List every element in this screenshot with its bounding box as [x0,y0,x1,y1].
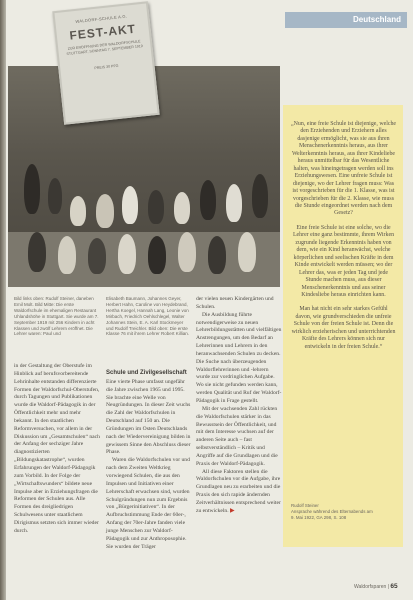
closing-paragraph-text: All diese Faktoren stellen die Waldorfschulen vor die Aufgabe, ihre Grundlagen neu zu erarbeiten und die Praxis den sich rapide ändernden Zeitverhältnissen entsprechend weiter zu entwickeln. [196,468,281,514]
page-spine-shadow [0,0,6,600]
photo-caption-left: Bild links oben: Rudolf Steiner, daneben Emil Molt. Bild Mitte: Die erste Waldorfschule im ehemaligen Restaurant Uhlandshöhe in Stuttgart. Sie wurde am 7. September 1919 mit 256 Kindern in acht Klassen und zwölf Lehrern eröffnet. Die Lehrer waren: Paul und [14,296,99,337]
body-paragraph: in der Gestaltung der Oberstufe im Hinblick auf berufsvorbereitende Lehrinhalte entstanden differenzierte Formen der Waldorfschul-Oberstufen, durch Tagungen und Publikationen wurde die Waldorf-Pädagogik in der Öffentlichkeit mehr und mehr bekannt. In den staatlichen Reformversuchen, vor allem in der Diskussion um „Gesamtschulen“ nach der Anfang der sechziger Jahre diagnostizierten „Bildungskatastrophe“, wurden Erfahrungen der Waldorf-Pädagogik zum Vorbild. In der Folge der „Wirtschaftswunders“ bildete neue Impulse aber in Erziehungsfragen die Reformen der Schulen aus. Alle Formen des dreigliedrigen Schulwesens unter staatlichem Dirigismus setzten sich immer wieder durch. [14,363,100,534]
section-header: Deutschland [285,12,407,28]
poster-publisher: WALDORF-SCHULE A.G. [75,13,128,24]
page-number: 65 [390,583,398,590]
article-column-2 [106,370,193,551]
body-paragraph: Die Ausbildung führte notwendigerweise zu neuen Lehrerbildungsstätten und vielfältigen Anstrengungen, um den Bedarf an Lehrerinnen und Lehrern in den heranwachsenden Schulen zu decken. Die Suche nach überzeugenden Waldorflehrerinnen und -lehrern wurde zur vordringlichen Aufgabe. Wo sie nicht gefunden werden kann, werden Qualität und Ruf der Waldorf-Pädagogik in Frage gestellt. [196,311,282,404]
body-paragraph: der vielen neuen Kindergärten und Schulen. [196,296,274,310]
quote-paragraph: Man hat nicht ein sehr starkes Gefühl davon, wie grundverschieden die unfreie Schule von der freien Schule ist. Denn die wirklich erzieherischen und unterrichtenden Kräfte des Lehrers können sich nur entwickeln in der freien Schule.“ [291,306,396,350]
article-column-3 [196,296,282,516]
photo-caption-right: Elisabeth Baumann, Johannes Geyer, Herbert Hahn, Caroline von Heydebrand, Hertha Koegel, Hannah Lang, Leonie von Mirbach, Friedrich Oehlschlegel, Walter Johannes Stein, E. A. Karl Stockmeyer und Rudolf Treichler. Bild oben: Die erste Klasse 76 mit ihrem Lehrer Robert Killian. [106,296,190,337]
body-paragraph [196,469,282,516]
body-paragraph: Eine vierte Phase umfasst ungefähr die Jahre zwischen 1965 und 1995. Sie brachte eine Welle von Neugründungen. In dieser Zeit wuchs die Zahl der Waldorfschulen in Deutschland auf 150 an. Die Gründungen im Osten Deutschlands nach der Wiedervereinigung bilden in gewissem Sinne den Abschluss dieser Phase. [106,378,191,456]
quote-paragraph: „Nun, eine freie Schule ist diejenige, welche den Erziehenden und Erziehern alles dasjenige ermöglicht, was sie aus ihren Menschenerkenntnis heraus, aus ihrer Welterkenntnis heraus, aus ihrer Kindeliebe heraus unmittelbar für das Wesentliche halten, was hineingetragen werden soll ins Erziehungswesen. Eine unfreie Schule ist diejenige, wo der Lehrer fragen muss: Was ist vorgeschrieben für die 1. Klasse, was ist vorgeschrieben für die 2. Klasse, wie muss die Stunde eingeordnet werden nach dem Gesetz? [291,121,397,217]
poster-subtitle: ZUR ERÖFFNUNG DER WALDORFSCHULE STUTTGART, SONNTAG 7. SEPTEMBER 1919 [66,39,144,57]
body-paragraph: Waren die Waldorfschulen vor und nach dem Zweiten Weltkrieg vorwiegend Schulen, die aus den Impulsen und Initiativen einer Lehrerschaft erwachsen sind, wurden Schulgründungen nun zum Ergebnis von „Bürgerinitiativen“. In der Aufbruchstimmung Ende der 60er-, Anfang der 70er-Jahre fanden viele junge Menschen zur Waldorf-Pädagogik und zur Anthroposophie. Sie wurden der Träger [106,457,190,550]
quote-source: Rudolf Steiner Ansprache während des Elternabends am 9. Mai 1922, GA 298, S. 108 [291,503,373,520]
poster-title: FEST-AKT [68,21,137,43]
festakt-program-cover [52,1,159,124]
body-paragraph: Mit der wachsenden Zahl rückten die Waldorfschulen stärker in das Bewusstsein der Öffentlichkeit, und mit dem Interesse wuchsen auf der anderen Seite auch – fast selbstverständlich – Kritik und Angriffe auf die Grundlagen und die Praxis der Waldorf-Pädagogik. [196,405,278,467]
page-footer [354,583,398,590]
article-column-1 [14,363,100,536]
poster-price: PREIS 30 PFG [94,63,119,71]
steiner-quote [291,121,396,358]
magazine-name: Waldorfsparen | [354,584,390,590]
continue-arrow-icon: ▶ [230,507,235,514]
section-heading: Schule und Zivilgesellschaft [106,370,187,376]
quote-paragraph: Eine freie Schule ist eine solche, wo die Lehrer eine ganz bestimmte, ihrem Wirken zugrunde liegende Erkenntnis haben von dem, wie ein Kind heranwächst, welche körperlichen und seelischen Kräfte in dem Kinde entwickelt werden müssen; wo der Lehrer das, was er jeden Tag und jede Stunde machen muss, aus dieser Menschenerkenntnis und aus seiner Kindesliebe heraus einrichten kann. [292,224,395,298]
